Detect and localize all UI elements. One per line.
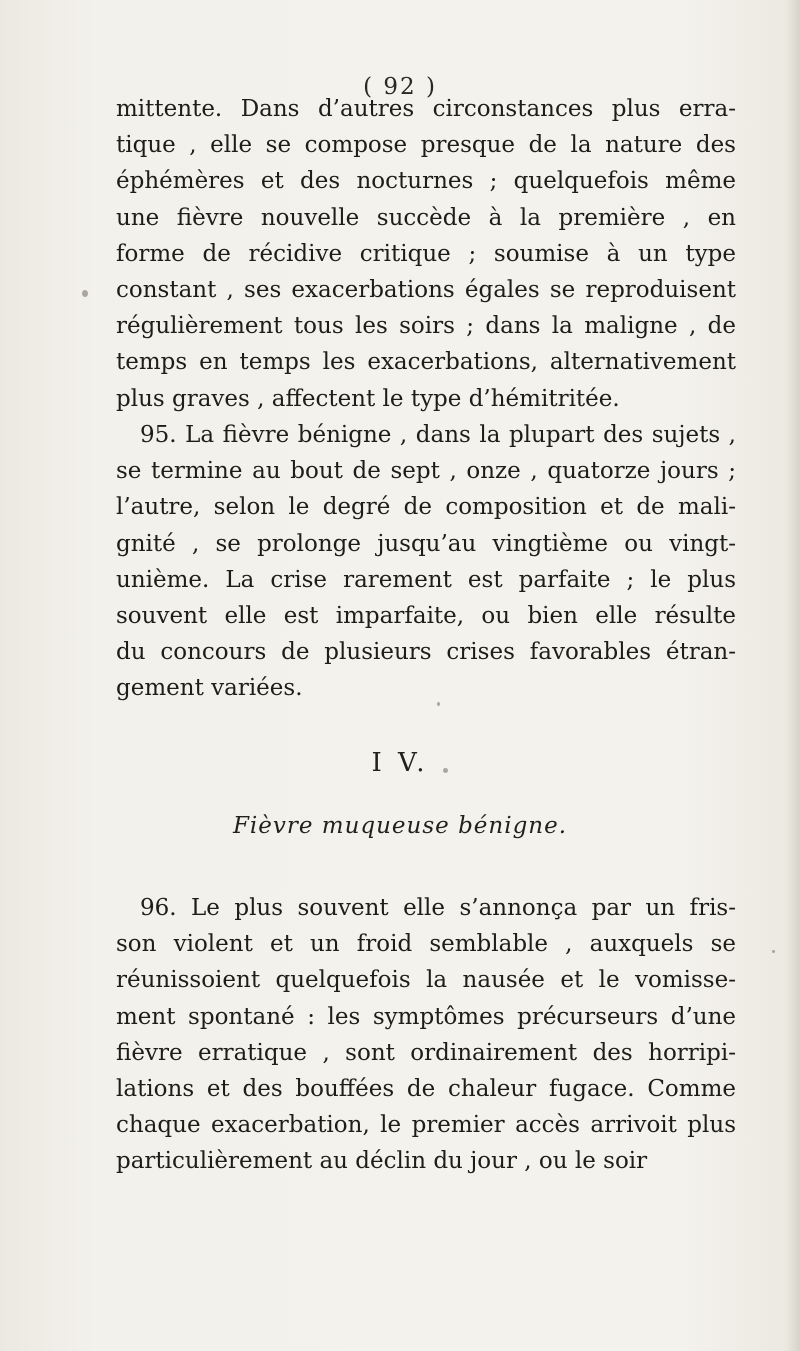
text-line: se termine au bout de sept , onze , quatorze jours ; xyxy=(116,458,736,485)
text-line: souvent elle est imparfaite, ou bien elle résulte xyxy=(116,602,736,629)
text-line: fièvre erratique , sont ordinairement des horripi- xyxy=(116,1039,736,1066)
paper-speck xyxy=(437,702,440,706)
page-number: ( 92 ) xyxy=(363,74,437,100)
text-line: son violent et un froid semblable , auxquels se xyxy=(116,931,736,958)
text-line: particulièrement au déclin du jour , ou le soir xyxy=(116,1148,648,1175)
paragraph-96 xyxy=(116,890,736,1180)
paragraph-95 xyxy=(116,417,736,707)
paper-speck xyxy=(82,290,88,297)
text-line: gement variées. xyxy=(116,675,303,702)
text-line: chaque exacerbation, le premier accès arrivoit plus xyxy=(116,1112,736,1139)
text-line: l’autre, selon le degré de composition et de mali- xyxy=(116,494,736,521)
text-line: temps en temps les exacerbations, alternativement xyxy=(116,349,736,376)
text-line: unième. La crise rarement est parfaite ; le plus xyxy=(116,566,736,593)
paragraph-continuation xyxy=(116,91,736,417)
paper-speck xyxy=(443,768,448,773)
text-line: constant , ses exacerbations égales se reproduisent xyxy=(116,276,736,303)
text-line: forme de récidive critique ; soumise à un type xyxy=(116,240,736,267)
text-line: 95. La fièvre bénigne , dans la plupart des sujets , xyxy=(140,422,736,448)
text-line: réunissoient quelquefois la nausée et le vomisse- xyxy=(116,967,736,994)
text-line: une fièvre nouvelle succède à la première , en xyxy=(116,204,736,231)
text-line: plus graves , affectent le type d’hémitritée. xyxy=(116,385,620,412)
paper-speck xyxy=(772,950,775,953)
text-line: lations et des bouffées de chaleur fugace. Comme xyxy=(116,1075,736,1102)
section-title: Fièvre muqueuse bénigne. xyxy=(232,813,568,839)
text-line: tique , elle se compose presque de la nature des xyxy=(116,132,736,159)
page-edge-shadow xyxy=(786,0,800,1351)
text-line: éphémères et des nocturnes ; quelquefois même xyxy=(116,168,736,195)
text-line: 96. Le plus souvent elle s’annonça par un fris- xyxy=(140,895,736,921)
text-line: régulièrement tous les soirs ; dans la maligne , de xyxy=(116,313,736,340)
text-line: ment spontané : les symptômes précurseurs d’une xyxy=(116,1003,736,1030)
text-line: gnité , se prolonge jusqu’au vingtième ou vingt- xyxy=(116,530,736,557)
text-line: du concours de plusieurs crises favorables étran- xyxy=(116,639,736,666)
text-line: mittente. Dans d’autres circonstances plus erra- xyxy=(116,96,736,122)
section-number: I V. xyxy=(371,748,429,778)
